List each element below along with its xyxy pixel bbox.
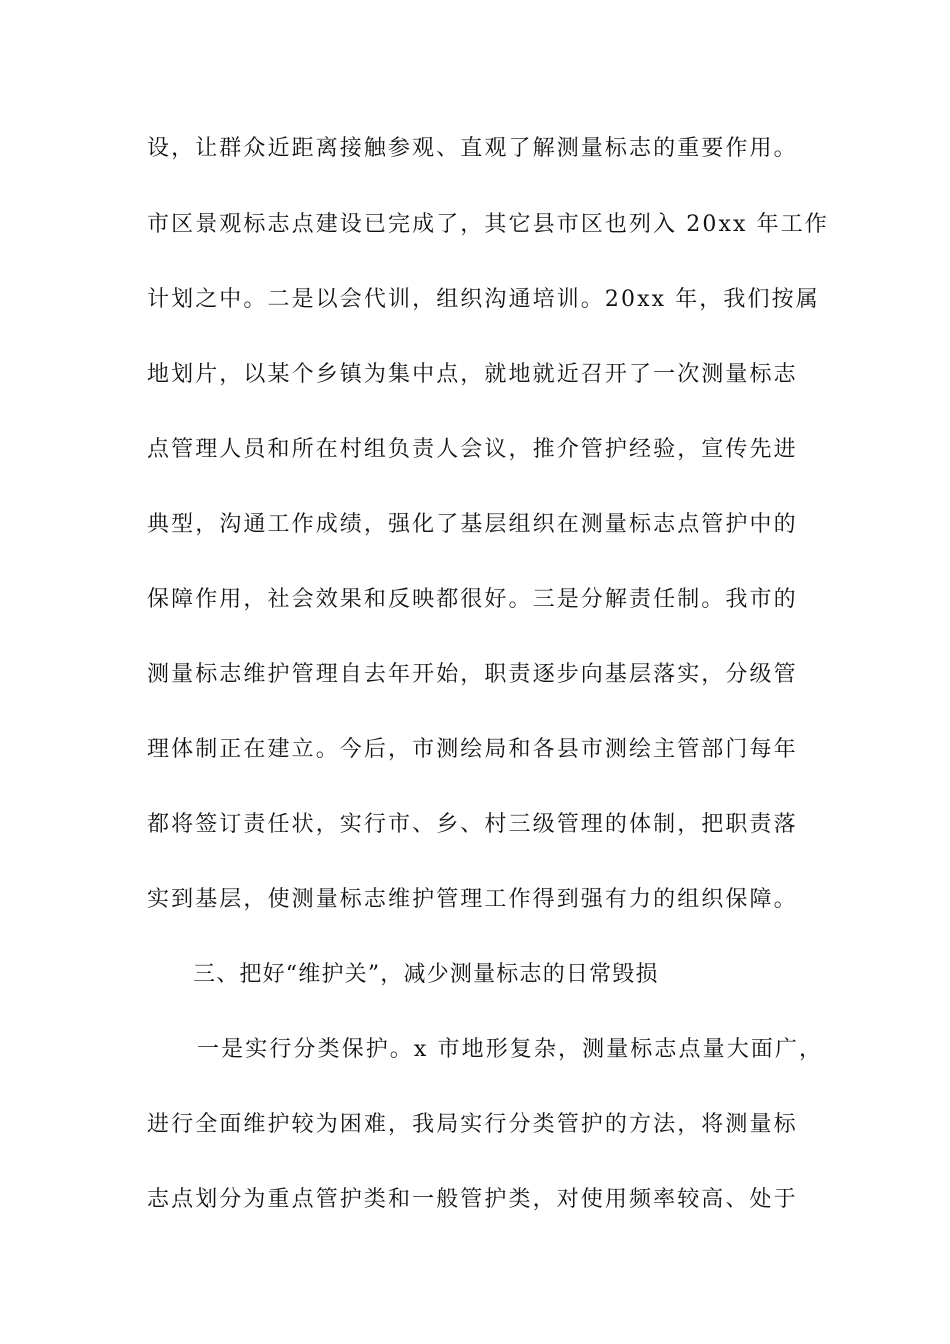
body-text-line: 市区景观标志点建设已完成了，其它县市区也列入 20xx 年工作: [147, 212, 829, 237]
body-text-line: 典型，沟通工作成绩，强化了基层组织在测量标志点管护中的: [147, 512, 798, 537]
body-text-line: 志点划分为重点管护类和一般管护类，对使用频率较高、处于: [147, 1187, 798, 1212]
body-text-line: 理体制正在建立。今后，市测绘局和各县市测绘主管部门每年: [147, 737, 798, 762]
body-text-line: 都将签订责任状，实行市、乡、村三级管理的体制，把职责落: [147, 812, 798, 837]
body-text-line: 进行全面维护较为困难，我局实行分类管护的方法，将测量标: [147, 1112, 798, 1137]
paragraph-first-line: 一是实行分类保护。x 市地形复杂，测量标志点量大面广，: [197, 1037, 824, 1062]
section-heading: 三、把好“维护关”，减少测量标志的日常毁损: [193, 962, 659, 987]
body-text-line: 计划之中。二是以会代训，组织沟通培训。20xx 年，我们按属: [147, 287, 820, 312]
body-text-line: 测量标志维护管理自去年开始，职责逐步向基层落实，分级管: [147, 662, 798, 687]
body-text-line: 地划片，以某个乡镇为集中点，就地就近召开了一次测量标志: [147, 362, 798, 387]
body-text-line: 实到基层，使测量标志维护管理工作得到强有力的组织保障。: [147, 887, 798, 912]
body-text-line: 设，让群众近距离接触参观、直观了解测量标志的重要作用。: [147, 136, 798, 161]
body-text-line: 保障作用，社会效果和反映都很好。三是分解责任制。我市的: [147, 587, 798, 612]
body-text-line: 点管理人员和所在村组负责人会议，推介管护经验，宣传先进: [147, 437, 798, 462]
